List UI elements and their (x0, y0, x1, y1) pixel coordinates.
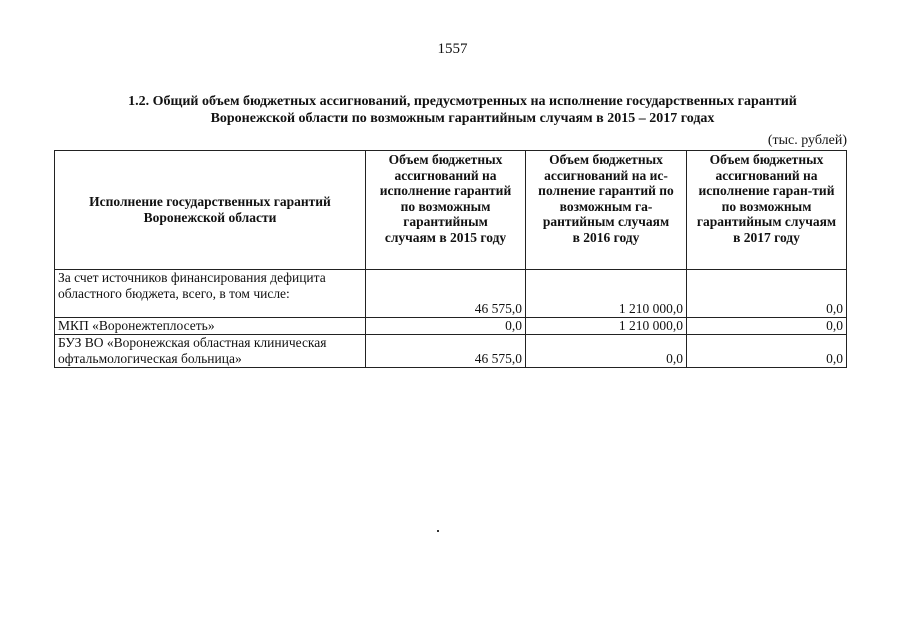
header-2015: Объем бюджетных ассигнований на исполнение гарантий по возможным гарантийным случаям в 2015 году (366, 151, 526, 270)
cell-2017: 0,0 (687, 318, 847, 335)
row-label: БУЗ ВО «Воронежская областная клиническая офтальмологическая больница» (55, 335, 366, 368)
stray-dot (437, 530, 439, 532)
cell-2017: 0,0 (687, 270, 847, 318)
row-label: МКП «Воронежтеплосеть» (55, 318, 366, 335)
header-2016: Объем бюджетных ассигнований на ис-полнение гарантий по возможным га-рантийным случаям в 2016 году (526, 151, 687, 270)
header-guarantee-execution: Исполнение государственных гарантий Воронежской области (55, 151, 366, 270)
cell-2016: 1 210 000,0 (526, 318, 687, 335)
table-row (55, 270, 847, 318)
section-title (40, 93, 885, 127)
table-header-row (55, 151, 847, 270)
section-title-line-2: Воронежской области по возможным гарантийным случаям в 2015 – 2017 годах (210, 111, 715, 126)
units-label: (тыс. рублей) (767, 133, 847, 148)
cell-2016: 1 210 000,0 (526, 270, 687, 318)
cell-2015: 0,0 (366, 318, 526, 335)
cell-2015: 46 575,0 (366, 270, 526, 318)
guarantees-table (54, 150, 847, 368)
cell-2016: 0,0 (526, 335, 687, 368)
header-2017: Объем бюджетных ассигнований на исполнение гаран-тий по возможным гарантийным случаям в 2017 году (687, 151, 847, 270)
table-row (55, 318, 847, 335)
cell-2015: 46 575,0 (366, 335, 526, 368)
row-label: За счет источников финансирования дефицита областного бюджета, всего, в том числе: (55, 270, 366, 318)
section-title-line-1: 1.2. Общий объем бюджетных ассигнований, предусмотренных на исполнение государственных гарантий (128, 94, 797, 109)
table-row (55, 335, 847, 368)
cell-2017: 0,0 (687, 335, 847, 368)
page-number: 1557 (437, 41, 468, 57)
